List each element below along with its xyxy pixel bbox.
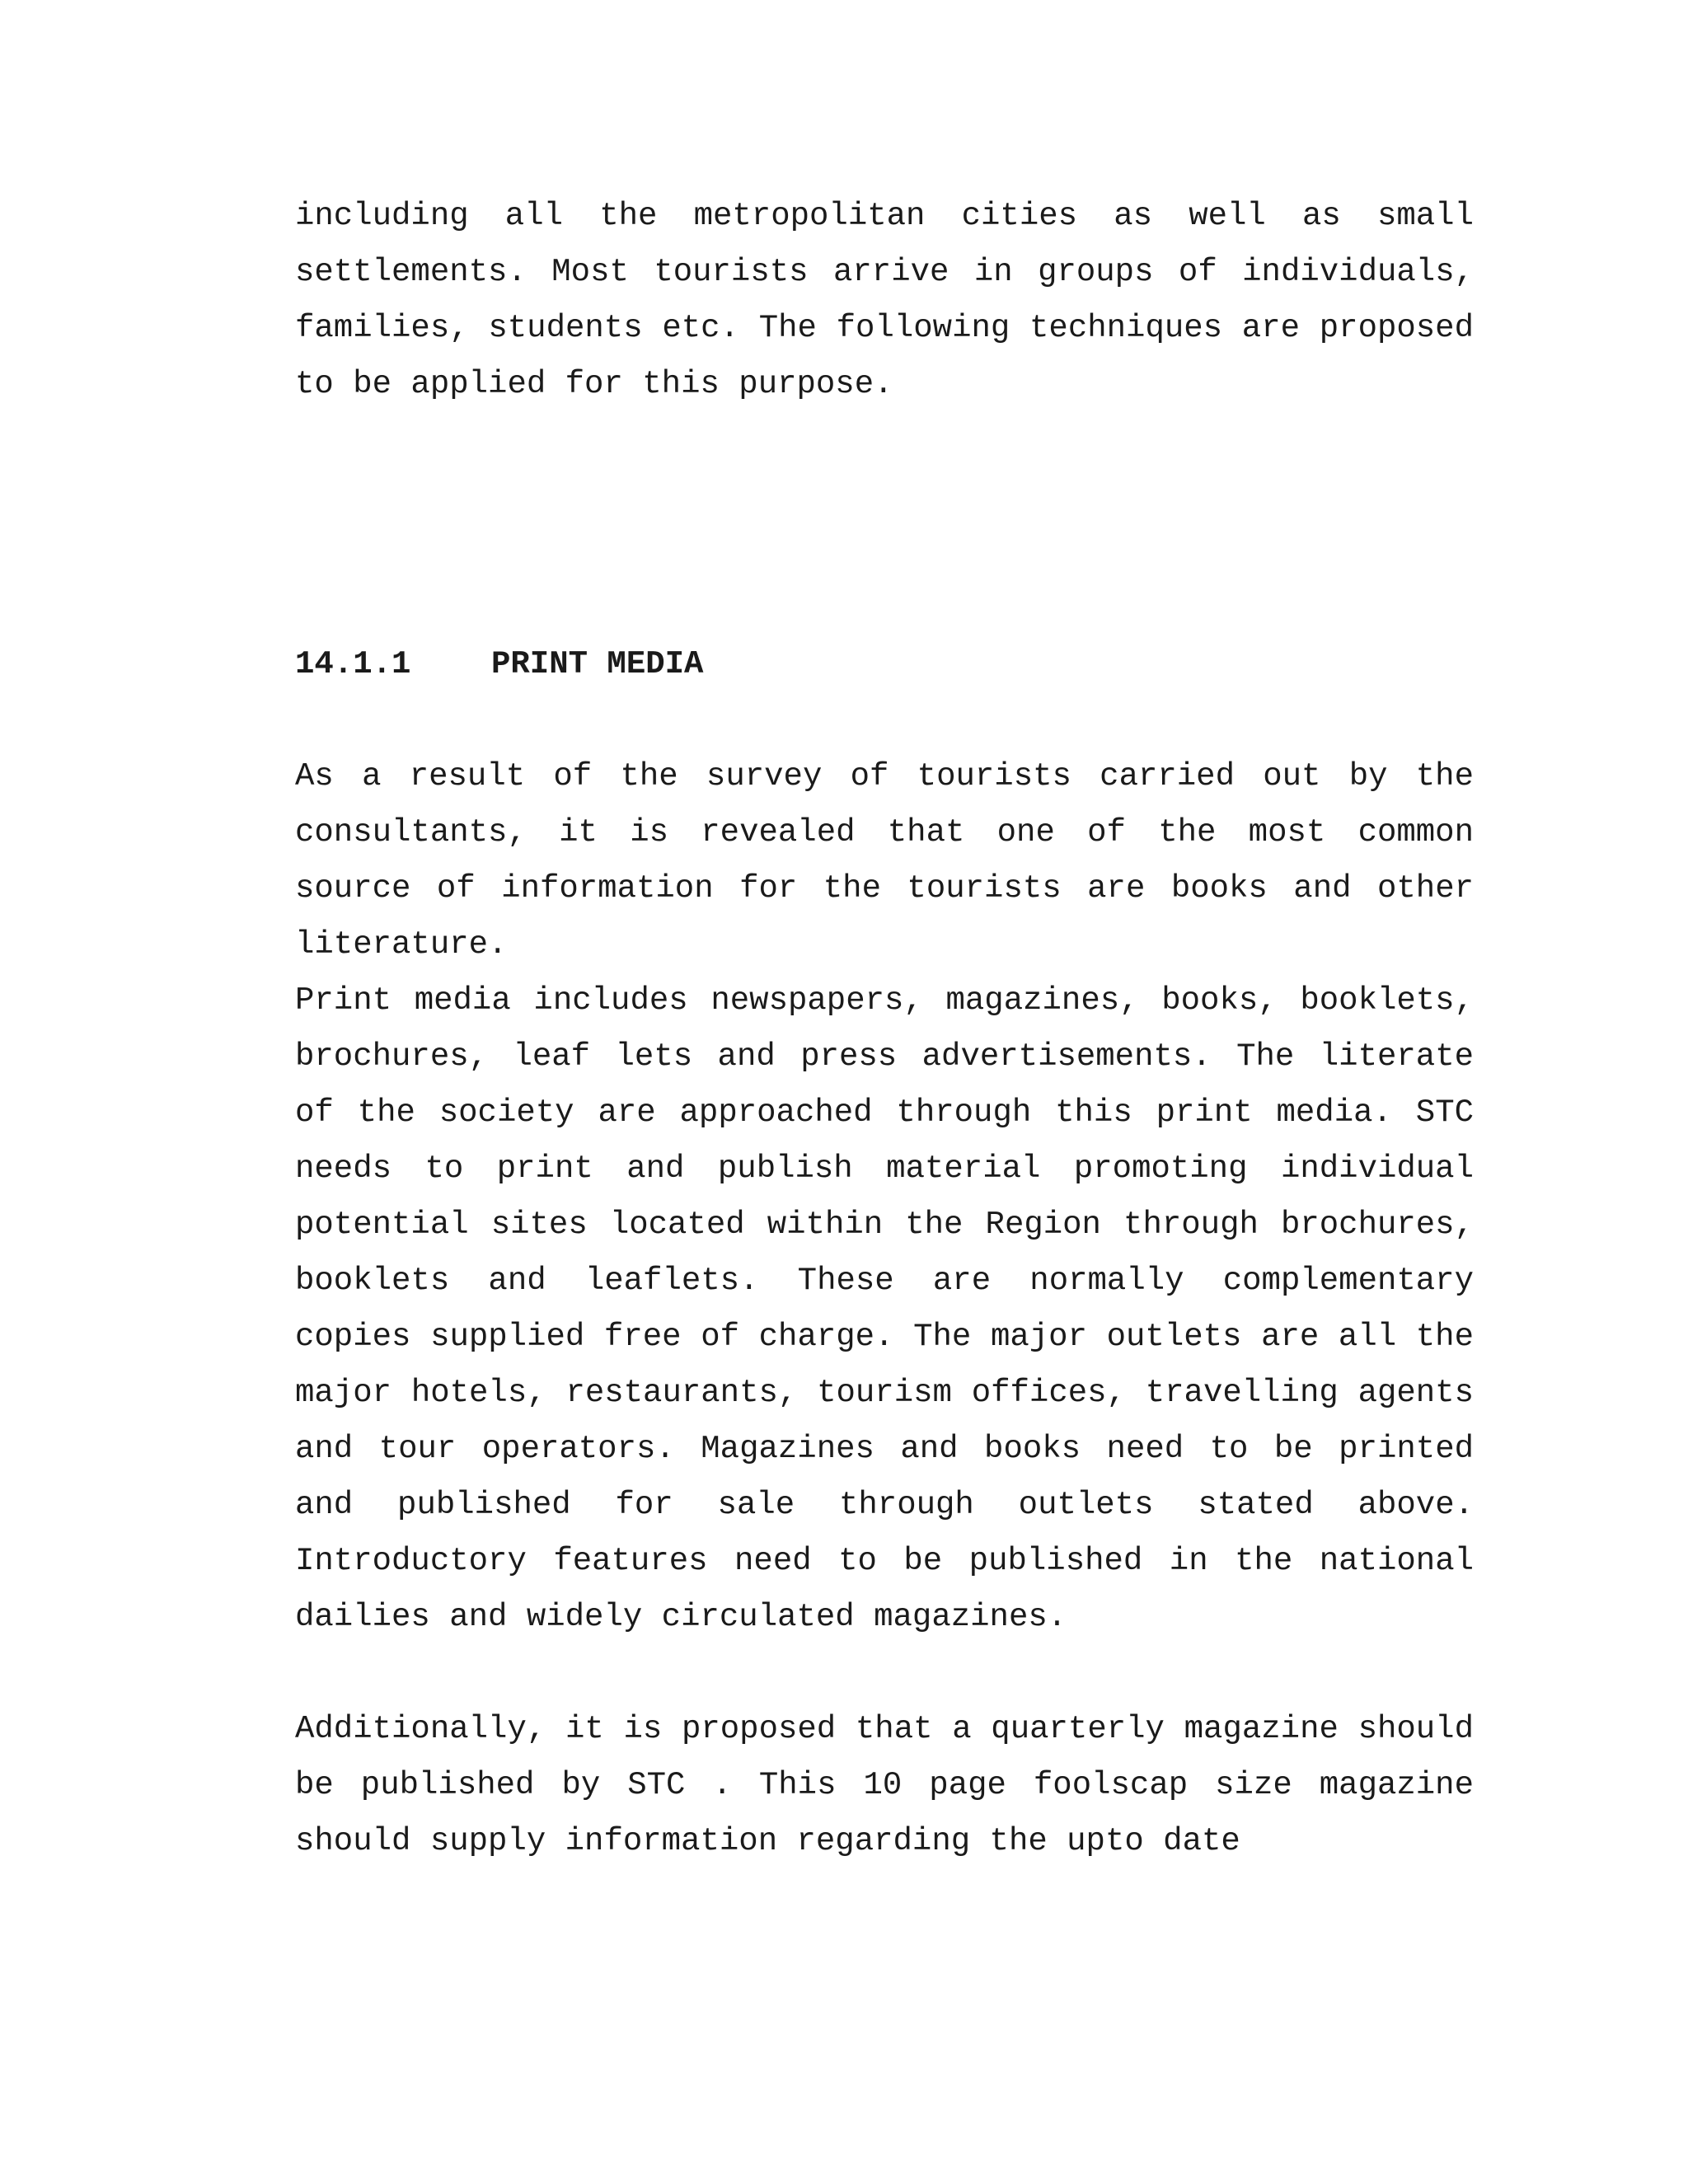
section-number: 14.1.1: [295, 646, 411, 682]
survey-paragraph: As a result of the survey of tourists carried out by the consultants, it is revealed that one of the most common source of information for the tourists are books and other literature.: [295, 758, 1474, 963]
section-title: PRINT MEDIA: [491, 646, 704, 682]
document-page: [295, 188, 1474, 1869]
section-heading: [295, 636, 1474, 692]
print-media-paragraph: Print media includes newspapers, magazines, books, booklets, brochures, leaf lets and press advertisements. The literate of the society are approached through this print media. STC needs to print and publish material promoting individual potential sites located within the Region through brochures, booklets and leaflets. These are normally complementary copies supplied free of charge. The major outlets are all the major hotels, restaurants, tourism offices, travelling agents and tour operators. Magazines and books need to be printed and published for sale through outlets stated above. Introductory features need to be published in the national dailies and widely circulated magazines.: [295, 982, 1474, 1635]
additional-paragraph: Additionally, it is proposed that a quarterly magazine should be published by STC . This 10 page foolscap size magazine should supply information regarding the upto date: [295, 1711, 1474, 1859]
intro-paragraph: including all the metropolitan cities as well as small settlements. Most tourists arrive in groups of individuals, families, students etc. The following techniques are proposed to be applied for this purpose.: [295, 198, 1474, 402]
